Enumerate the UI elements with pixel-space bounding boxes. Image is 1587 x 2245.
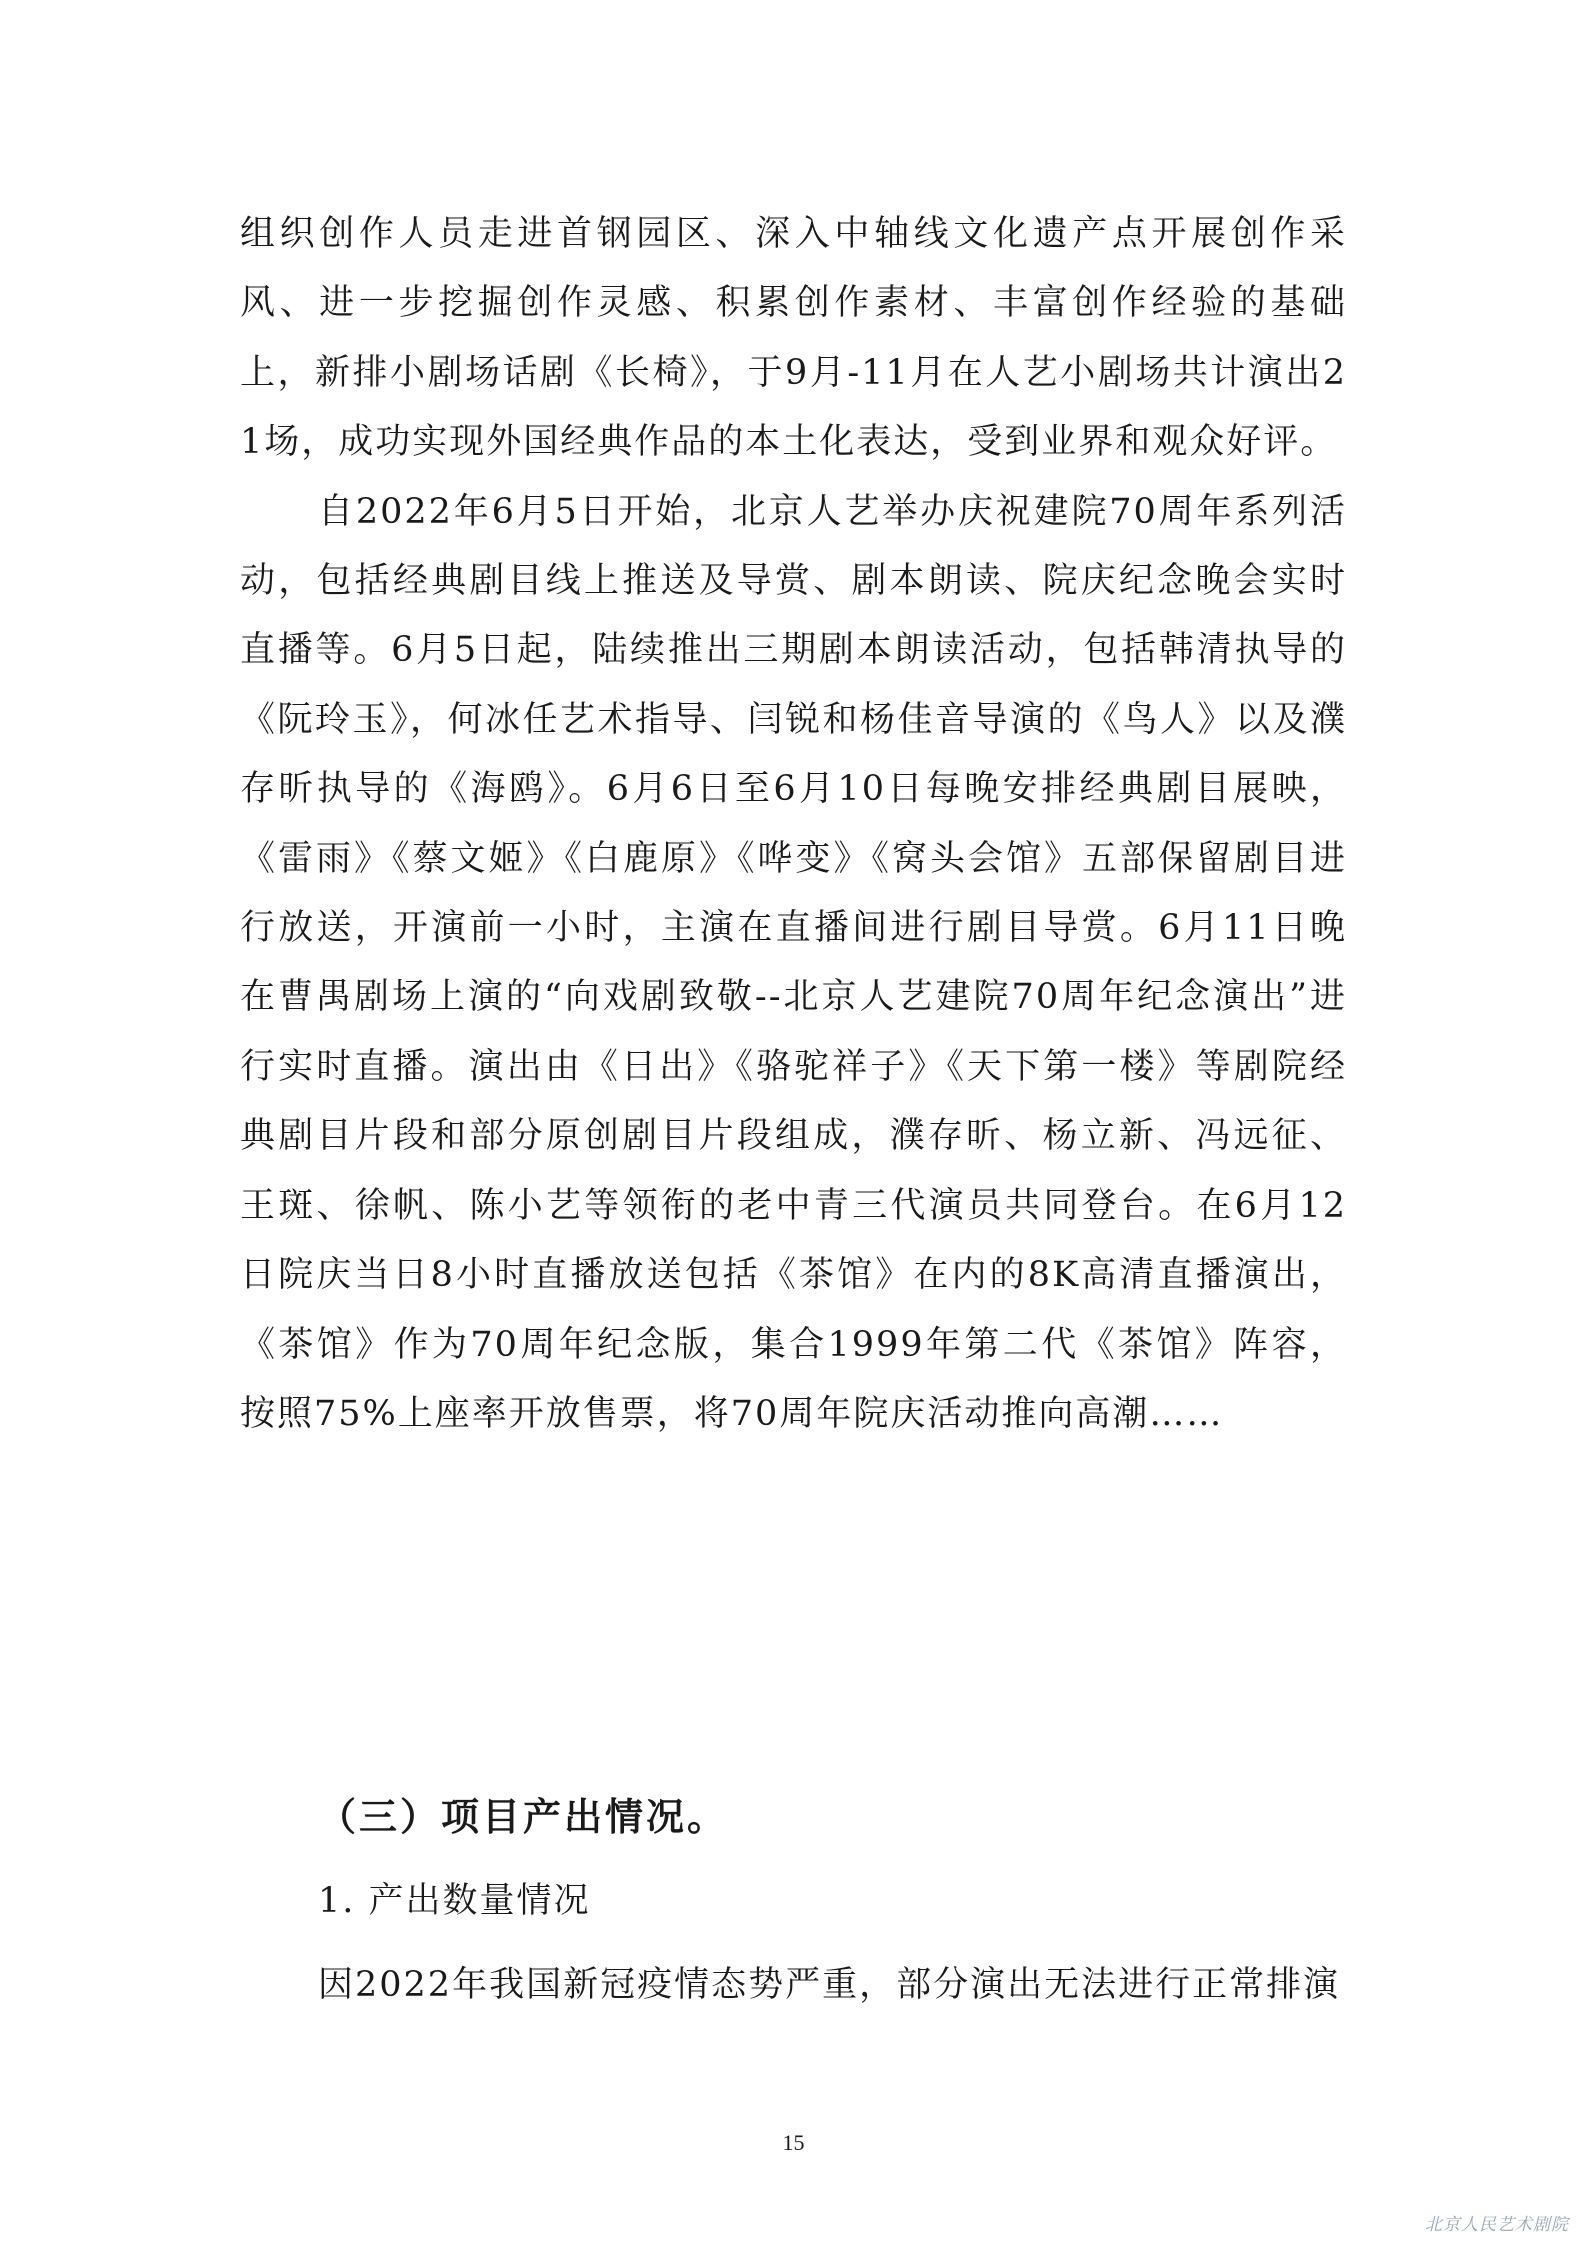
paragraph-anniversary-activities: 自2022年6月5日开始，北京人艺举办庆祝建院70周年系列活动，包括经典剧目线上推送及导赏、剧本朗读、院庆纪念晚会实时直播等。6月5日起，陆续推出三期剧本朗读活动，包括韩清执导的《阮玲玉》，何冰任艺术指导、闫锐和杨佳音导演的《鸟人》以及濮存昕执导的《海鸥》。6月6日至6月10日每晚安排经典剧目展映，《雷雨》《蔡文姬》《白鹿原》《哗变》《窝头会馆》五部保留剧目进行放送，开演前一小时，主演在直播间进行剧目导赏。6月11日晚在曹禺剧场上演的“向戏剧致敬--北京人艺建院70周年纪念演出”进行实时直播。演出由《日出》《骆驼祥子》《天下第一楼》等剧院经典剧目片段和部分原创剧目片段组成，濮存昕、杨立新、冯远征、王斑、徐帆、陈小艺等领衔的老中青三代演员共同登台。在6月12日院庆当日8小时直播放送包括《茶馆》在内的8K高清直播演出，《茶馆》作为70周年纪念版，集合1999年第二代《茶馆》阵容，按照75%上座率开放售票，将70周年院庆活动推向高潮…… [240, 491, 1347, 1434]
watermark: 北京人民艺术剧院 [1425, 2215, 1569, 2235]
page-number: 15 [782, 2130, 805, 2155]
body-text [240, 200, 1347, 1449]
subheading: 1. 产出数量情况 [318, 1881, 591, 1921]
section-heading: （三）项目产出情况。 [318, 1794, 729, 1839]
paragraph-output-quantity: 因2022年我国新冠疫情态势严重，部分演出无法进行正常排演 [318, 1965, 1341, 2005]
paragraph-continuation: 组织创作人员走进首钢园区、深入中轴线文化遗产点开展创作采风、进一步挖掘创作灵感、积累创作素材、丰富创作经验的基础上，新排小剧场话剧《长椅》，于9月-11月在人艺小剧场共计演出21场，成功实现外国经典作品的本土化表达，受到业界和观众好评。 [240, 214, 1347, 463]
